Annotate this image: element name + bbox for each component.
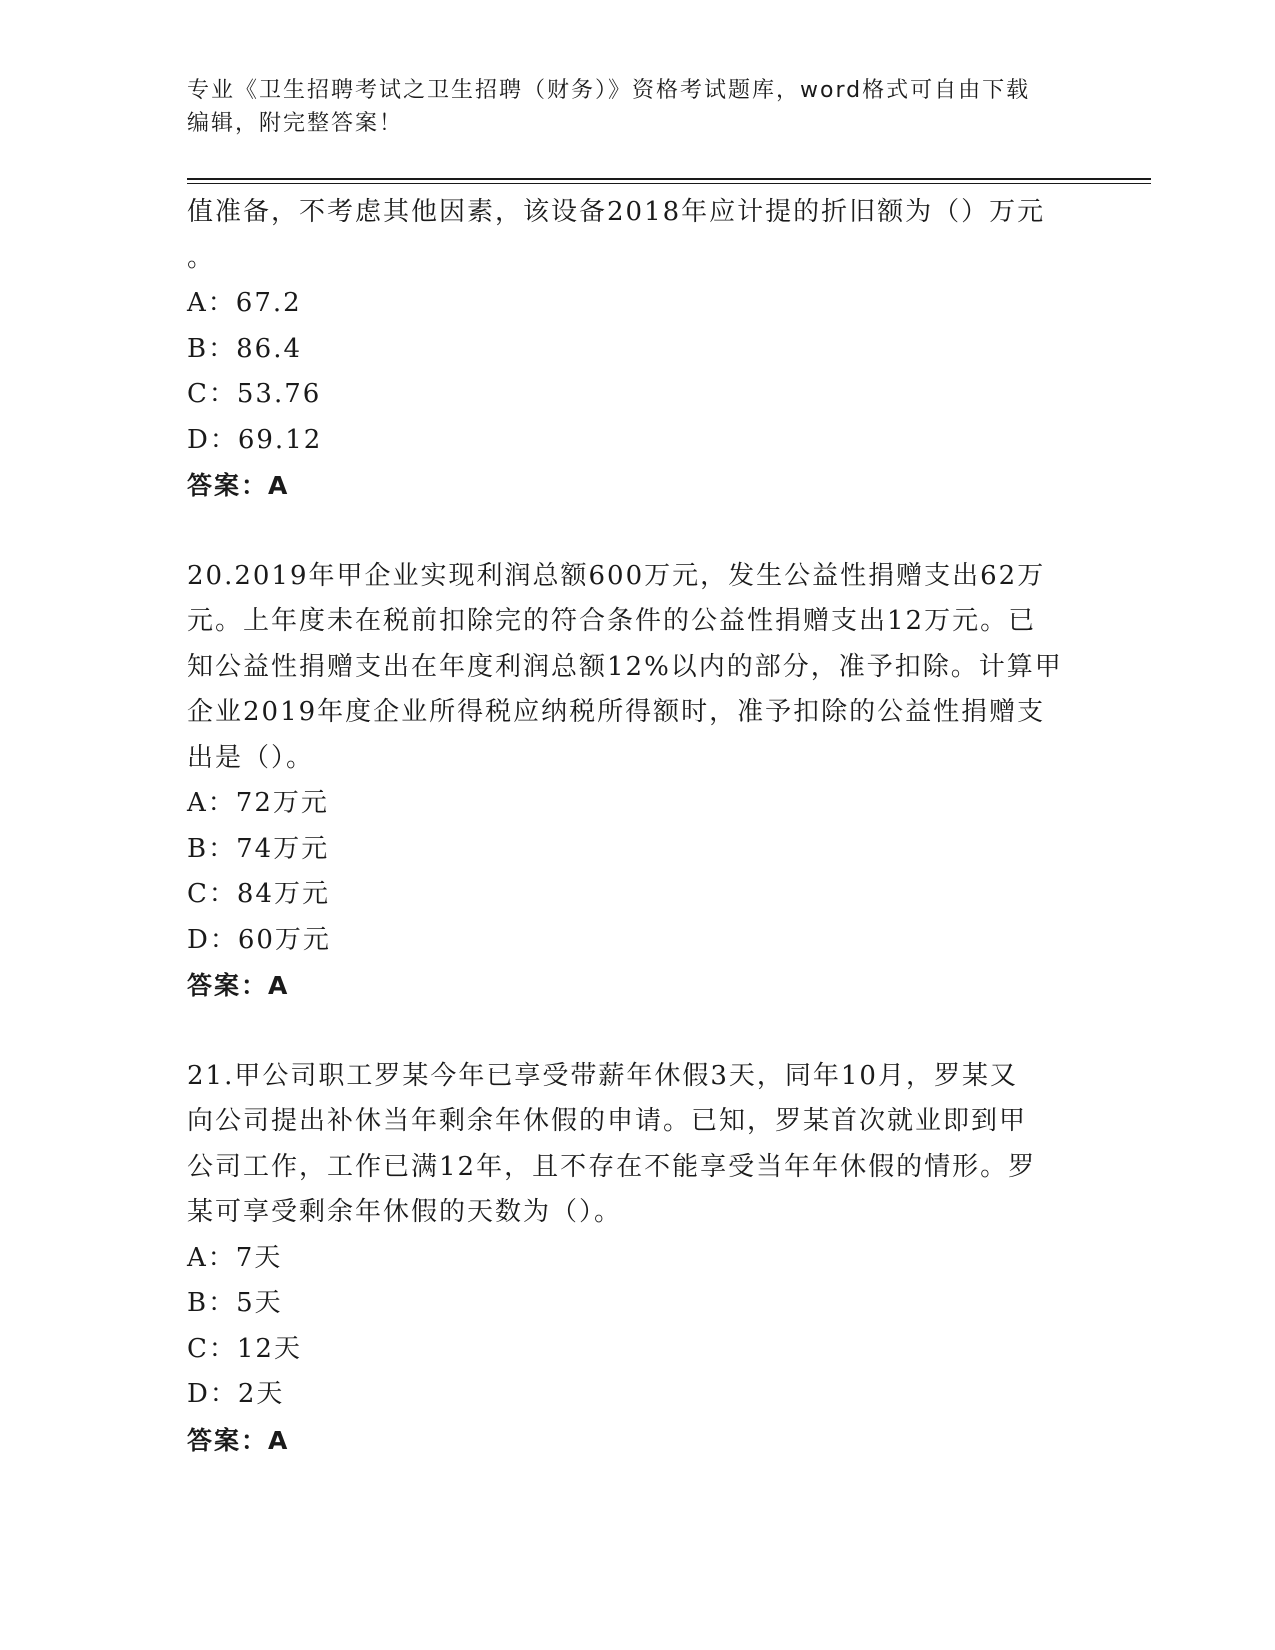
option-c: C：53.76 bbox=[187, 379, 322, 409]
question-stem-line: 知公益性捐赠支出在年度利润总额12%以内的部分，准予扣除。计算甲 bbox=[187, 651, 1063, 682]
option-d: D：2天 bbox=[187, 1379, 285, 1409]
question-stem-line: 企业2019年度企业所得税应纳税所得额时，准予扣除的公益性捐赠支 bbox=[187, 697, 1046, 727]
question-stem-line: 公司工作，工作已满12年，且不存在不能享受当年年休假的情形。罗 bbox=[187, 1151, 1037, 1182]
question-stem-line: 向公司提出补休当年剩余年休假的申请。已知，罗某首次就业即到甲 bbox=[187, 1106, 1028, 1136]
header-line-1: 专业《卫生招聘考试之卫生招聘（财务）》资格考试题库，word格式可自由下载 bbox=[187, 78, 1031, 103]
question-list bbox=[187, 190, 1077, 1463]
answer-line: 答案：A bbox=[187, 1425, 290, 1455]
header-divider-thick bbox=[187, 178, 1151, 180]
option-a: A：7天 bbox=[187, 1242, 283, 1273]
question-20 bbox=[187, 554, 1077, 1009]
question-stem-line: 元。上年度未在税前扣除完的符合条件的公益性捐赠支出12万元。已 bbox=[187, 606, 1037, 636]
option-d: D：60万元 bbox=[187, 924, 331, 955]
option-d: D：69.12 bbox=[187, 424, 323, 455]
question-stem-line: 。 bbox=[187, 242, 216, 273]
option-b: B：5天 bbox=[187, 1288, 283, 1318]
question-stem-line: 20.2019年甲企业实现利润总额600万元，发生公益性捐赠支出62万 bbox=[187, 560, 1046, 591]
option-c: C：84万元 bbox=[187, 879, 330, 909]
answer-line: 答案：A bbox=[187, 971, 290, 1000]
option-c: C：12天 bbox=[187, 1333, 302, 1364]
option-a: A：67.2 bbox=[187, 288, 302, 318]
question-21 bbox=[187, 1054, 1077, 1464]
option-b: B：86.4 bbox=[187, 333, 302, 364]
question-stem-line: 21.甲公司职工罗某今年已享受带薪年休假3天，同年10月，罗某又 bbox=[187, 1060, 1018, 1091]
question-spacer bbox=[187, 509, 1077, 554]
header-divider-thin bbox=[187, 183, 1151, 184]
question-spacer bbox=[187, 1009, 1077, 1054]
question-stem-line: 值准备，不考虑其他因素，该设备2018年应计提的折旧额为（）万元 bbox=[187, 197, 1046, 227]
document-header bbox=[187, 74, 1067, 140]
question-stem-line: 出是（）。 bbox=[187, 742, 315, 773]
option-a: A：72万元 bbox=[187, 788, 329, 818]
header-line-2: 编辑，附完整答案！ bbox=[187, 111, 404, 136]
option-b: B：74万元 bbox=[187, 833, 330, 864]
question-stem-line: 某可享受剩余年休假的天数为（）。 bbox=[187, 1197, 623, 1227]
answer-line: 答案：A bbox=[187, 471, 290, 500]
question-19 bbox=[187, 190, 1077, 509]
